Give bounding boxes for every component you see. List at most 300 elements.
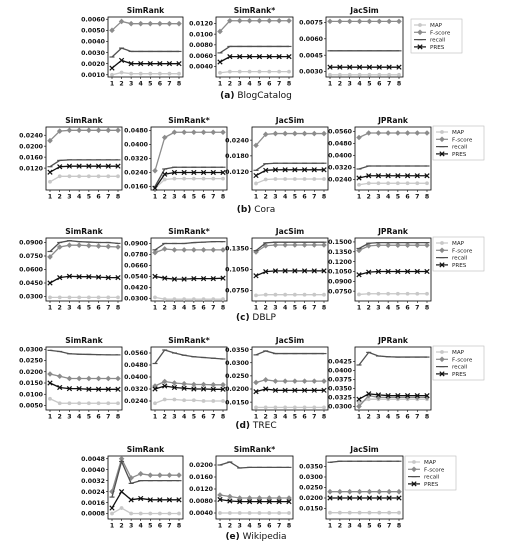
y-tick-label: 0.0420 bbox=[124, 284, 148, 292]
y-tick-label: 0.0300 bbox=[328, 403, 352, 411]
data-point bbox=[292, 242, 298, 248]
x-tick-label: 4 bbox=[357, 80, 362, 88]
data-point bbox=[254, 294, 258, 298]
x-tick-label: 6 bbox=[405, 193, 410, 201]
data-point bbox=[148, 72, 152, 76]
x-tick-label: 3 bbox=[237, 80, 242, 88]
data-point bbox=[105, 376, 111, 382]
y-tick-label: 0.0008 bbox=[81, 510, 105, 518]
x-tick-label: 8 bbox=[321, 304, 327, 312]
series-pres bbox=[254, 387, 326, 394]
x-tick-label: 3 bbox=[376, 193, 381, 201]
caption-name: TREC bbox=[250, 421, 277, 431]
x-tick-label: 4 bbox=[385, 413, 391, 421]
data-point bbox=[163, 398, 167, 402]
data-point bbox=[387, 511, 391, 515]
series-recall bbox=[254, 351, 327, 355]
data-point bbox=[191, 247, 197, 253]
data-point bbox=[182, 177, 186, 181]
x-tick-label: 1 bbox=[356, 193, 362, 201]
chart-title: SimRank* bbox=[168, 227, 210, 236]
y-tick-label: 0.0150 bbox=[299, 505, 323, 513]
x-tick-label: 7 bbox=[106, 304, 111, 312]
y-tick-label: 0.0100 bbox=[189, 31, 213, 39]
data-point bbox=[87, 401, 91, 405]
x-tick-label: 4 bbox=[247, 522, 252, 530]
x-tick-label: 3 bbox=[128, 80, 134, 88]
y-tick-label: 0.0350 bbox=[328, 385, 352, 393]
series-recall bbox=[153, 350, 226, 364]
data-point bbox=[115, 244, 121, 250]
data-point bbox=[201, 247, 207, 253]
x-tick-label: 7 bbox=[211, 304, 216, 312]
data-point bbox=[302, 378, 308, 384]
data-point bbox=[357, 293, 361, 297]
chart-panel bbox=[225, 116, 328, 201]
x-tick-label: 6 bbox=[302, 193, 307, 201]
data-point bbox=[192, 297, 196, 301]
y-tick-label: 0.0320 bbox=[124, 386, 148, 394]
x-tick-label: 7 bbox=[415, 413, 420, 421]
x-tick-label: 8 bbox=[220, 304, 226, 312]
x-tick-label: 4 bbox=[282, 413, 288, 421]
series-line bbox=[112, 48, 179, 57]
data-point bbox=[424, 242, 430, 248]
caption-letter: (d) bbox=[235, 421, 251, 431]
x-tick-label: 8 bbox=[220, 413, 226, 421]
subfigure-caption bbox=[236, 313, 277, 323]
data-point bbox=[386, 489, 392, 495]
x-tick-label: 7 bbox=[312, 413, 317, 421]
data-point bbox=[172, 129, 178, 135]
x-tick-label: 5 bbox=[395, 304, 401, 312]
x-tick-label: 4 bbox=[282, 304, 288, 312]
data-point bbox=[77, 401, 81, 405]
data-point bbox=[138, 21, 144, 27]
data-point bbox=[338, 511, 342, 515]
subfigure-caption bbox=[237, 205, 276, 215]
x-tick-label: 6 bbox=[405, 304, 410, 312]
data-point bbox=[182, 297, 186, 301]
data-point bbox=[221, 297, 225, 301]
data-point bbox=[116, 401, 120, 405]
data-point bbox=[376, 19, 382, 25]
legend-label: recall bbox=[452, 144, 468, 151]
data-point bbox=[405, 130, 411, 136]
x-tick-label: 7 bbox=[167, 522, 172, 530]
data-point bbox=[48, 170, 52, 174]
data-point bbox=[110, 66, 114, 70]
y-tick-label: 0.0480 bbox=[328, 140, 352, 148]
series-pres bbox=[48, 274, 120, 285]
chart-title: JacSim bbox=[275, 116, 305, 125]
x-tick-label: 6 bbox=[267, 522, 272, 530]
data-point bbox=[367, 489, 373, 495]
series-map bbox=[153, 398, 225, 406]
series-map bbox=[254, 177, 326, 185]
x-tick-label: 3 bbox=[172, 304, 177, 312]
x-tick-label: 1 bbox=[327, 80, 333, 88]
data-point bbox=[48, 180, 52, 184]
y-tick-label: 0.0180 bbox=[225, 153, 249, 161]
data-point bbox=[86, 127, 92, 133]
plot-frame bbox=[216, 456, 293, 519]
y-tick-label: 0.1050 bbox=[225, 266, 249, 274]
data-point bbox=[367, 19, 373, 25]
chart-title: SimRank bbox=[65, 336, 103, 345]
data-point bbox=[210, 247, 216, 253]
data-point bbox=[147, 21, 153, 27]
y-tick-label: 0.0560 bbox=[124, 350, 148, 358]
chart-title: JPRank bbox=[378, 336, 408, 345]
data-point bbox=[48, 397, 52, 401]
plot-frame bbox=[46, 127, 122, 190]
series-pres bbox=[328, 65, 401, 69]
series-map bbox=[254, 293, 326, 297]
legend-label: recall bbox=[452, 255, 468, 262]
x-tick-label: 4 bbox=[282, 193, 288, 201]
data-point bbox=[116, 296, 120, 300]
series-f-score bbox=[47, 371, 121, 381]
x-tick-label: 5 bbox=[395, 413, 401, 421]
series-map bbox=[218, 511, 291, 515]
y-tick-label: 0.0080 bbox=[189, 42, 213, 50]
series-line bbox=[155, 350, 223, 364]
x-tick-label: 2 bbox=[366, 413, 371, 421]
data-point bbox=[312, 293, 316, 297]
x-tick-label: 6 bbox=[157, 522, 163, 530]
chart-title: JacSim bbox=[350, 6, 379, 15]
x-tick-label: 2 bbox=[227, 80, 233, 88]
y-tick-label: 0.1350 bbox=[328, 248, 352, 256]
data-point bbox=[273, 378, 279, 384]
x-tick-label: 6 bbox=[377, 522, 382, 530]
x-tick-label: 2 bbox=[162, 304, 167, 312]
data-point bbox=[327, 489, 333, 495]
x-tick-label: 3 bbox=[273, 193, 278, 201]
data-point bbox=[293, 177, 297, 181]
data-point bbox=[377, 292, 381, 296]
data-point bbox=[266, 18, 272, 24]
data-point bbox=[415, 292, 419, 296]
y-tick-label: 0.0450 bbox=[19, 280, 43, 288]
data-point bbox=[173, 297, 177, 301]
series-map bbox=[357, 292, 429, 296]
legend-label: recall bbox=[430, 37, 446, 44]
x-tick-label: 8 bbox=[321, 193, 327, 201]
data-point bbox=[58, 401, 62, 405]
data-point bbox=[158, 72, 162, 76]
series-f-score bbox=[356, 130, 430, 140]
data-point bbox=[106, 174, 110, 178]
y-tick-label: 0.0300 bbox=[19, 293, 43, 301]
series-pres bbox=[48, 381, 120, 392]
data-point bbox=[191, 129, 197, 135]
y-tick-label: 0.0020 bbox=[81, 60, 105, 68]
legend-label: MAP bbox=[424, 460, 437, 466]
data-point bbox=[86, 243, 92, 249]
plot-frame bbox=[252, 347, 328, 410]
x-tick-label: 8 bbox=[176, 522, 182, 530]
data-point bbox=[116, 174, 120, 178]
chart-title: SimRank bbox=[126, 6, 165, 15]
y-tick-label: 0.0560 bbox=[328, 128, 352, 136]
series-recall bbox=[357, 166, 430, 169]
data-point bbox=[106, 401, 110, 405]
y-tick-label: 0.0050 bbox=[19, 402, 43, 410]
x-tick-label: 8 bbox=[321, 413, 327, 421]
x-tick-label: 2 bbox=[57, 193, 62, 201]
data-point bbox=[396, 292, 400, 296]
data-point bbox=[347, 19, 353, 25]
data-point bbox=[321, 131, 327, 137]
data-point bbox=[119, 489, 123, 493]
x-tick-label: 5 bbox=[191, 304, 197, 312]
chart-panel bbox=[225, 227, 328, 312]
data-point bbox=[115, 376, 121, 382]
data-point bbox=[57, 373, 63, 379]
y-tick-label: 0.0780 bbox=[124, 251, 148, 259]
x-tick-label: 8 bbox=[424, 193, 430, 201]
x-tick-label: 5 bbox=[86, 193, 92, 201]
x-tick-label: 7 bbox=[106, 413, 111, 421]
x-tick-label: 2 bbox=[263, 413, 268, 421]
data-point bbox=[263, 377, 269, 383]
subfigure-caption bbox=[235, 421, 276, 431]
data-point bbox=[148, 512, 152, 516]
data-point bbox=[274, 405, 278, 409]
y-tick-label: 0.0375 bbox=[328, 376, 352, 384]
y-tick-label: 0.0900 bbox=[328, 278, 352, 286]
y-tick-label: 0.0350 bbox=[225, 346, 249, 354]
x-tick-label: 6 bbox=[267, 80, 272, 88]
data-point bbox=[254, 173, 258, 177]
data-point bbox=[238, 70, 242, 74]
legend-label: MAP bbox=[452, 130, 465, 136]
y-tick-label: 0.0425 bbox=[328, 358, 352, 366]
data-point bbox=[386, 292, 390, 296]
chart-panel bbox=[19, 227, 122, 312]
data-point bbox=[406, 181, 410, 185]
data-point bbox=[228, 511, 232, 515]
series-line bbox=[359, 352, 427, 365]
y-tick-label: 0.0060 bbox=[189, 52, 213, 60]
data-point bbox=[191, 382, 197, 388]
x-tick-label: 8 bbox=[176, 80, 182, 88]
x-tick-label: 1 bbox=[152, 413, 158, 421]
x-tick-label: 2 bbox=[57, 413, 62, 421]
series-f-score bbox=[217, 18, 292, 34]
y-tick-label: 0.0320 bbox=[124, 155, 148, 163]
y-tick-label: 0.1500 bbox=[328, 239, 352, 247]
y-tick-label: 0.0400 bbox=[328, 152, 352, 160]
caption-letter: (e) bbox=[225, 532, 240, 542]
series-recall bbox=[110, 461, 182, 497]
series-map bbox=[48, 174, 120, 183]
series-map bbox=[110, 71, 181, 77]
data-point bbox=[277, 511, 281, 515]
data-point bbox=[152, 168, 158, 174]
chart-panel bbox=[328, 116, 431, 201]
chart-panel bbox=[189, 6, 293, 88]
data-point bbox=[163, 178, 167, 182]
data-point bbox=[292, 131, 298, 137]
plot-frame bbox=[326, 456, 403, 519]
series-map bbox=[48, 397, 120, 405]
data-point bbox=[177, 72, 181, 76]
legend-label: MAP bbox=[452, 241, 465, 247]
data-point bbox=[105, 244, 111, 250]
data-point bbox=[283, 177, 287, 181]
x-tick-label: 8 bbox=[115, 304, 121, 312]
data-point bbox=[396, 489, 402, 495]
y-tick-label: 0.0050 bbox=[81, 27, 105, 35]
data-point bbox=[167, 21, 173, 27]
series-line bbox=[220, 46, 289, 52]
series-f-score bbox=[109, 19, 182, 33]
legend-label: PRES bbox=[430, 44, 445, 51]
series-pres bbox=[254, 269, 326, 278]
x-tick-label: 6 bbox=[302, 413, 307, 421]
data-point bbox=[139, 72, 143, 76]
x-tick-label: 1 bbox=[327, 522, 333, 530]
data-point bbox=[405, 242, 411, 248]
data-point bbox=[406, 292, 410, 296]
y-tick-label: 0.0120 bbox=[19, 165, 43, 173]
x-tick-label: 6 bbox=[201, 413, 206, 421]
series-pres bbox=[328, 496, 401, 500]
y-tick-label: 0.0040 bbox=[189, 510, 213, 518]
y-tick-label: 0.0480 bbox=[124, 127, 148, 135]
data-point bbox=[168, 512, 172, 516]
x-tick-label: 3 bbox=[67, 304, 72, 312]
data-point bbox=[322, 177, 326, 181]
y-tick-label: 0.1200 bbox=[328, 258, 352, 266]
data-point bbox=[376, 130, 382, 136]
data-point bbox=[348, 73, 352, 77]
x-tick-label: 4 bbox=[138, 80, 143, 88]
data-point bbox=[414, 130, 420, 136]
x-tick-label: 7 bbox=[386, 80, 392, 88]
series-map bbox=[110, 506, 181, 515]
x-tick-label: 5 bbox=[191, 413, 197, 421]
y-tick-label: 0.0250 bbox=[225, 373, 249, 381]
x-tick-label: 6 bbox=[302, 304, 307, 312]
data-point bbox=[376, 489, 382, 495]
data-point bbox=[264, 178, 268, 182]
data-point bbox=[377, 511, 381, 515]
y-tick-label: 0.0120 bbox=[189, 486, 213, 494]
y-tick-label: 0.0030 bbox=[299, 68, 323, 76]
data-point bbox=[377, 73, 381, 77]
x-tick-label: 3 bbox=[237, 522, 242, 530]
x-tick-label: 7 bbox=[312, 304, 317, 312]
data-point bbox=[201, 382, 207, 388]
x-tick-label: 6 bbox=[201, 193, 206, 201]
chart-title: JacSim bbox=[275, 227, 305, 236]
data-point bbox=[258, 70, 262, 74]
y-tick-label: 0.0400 bbox=[328, 367, 352, 375]
data-point bbox=[303, 177, 307, 181]
x-tick-label: 1 bbox=[152, 304, 158, 312]
data-point bbox=[273, 242, 279, 248]
data-point bbox=[303, 405, 307, 409]
data-point bbox=[128, 21, 134, 27]
x-tick-label: 3 bbox=[347, 522, 352, 530]
y-tick-label: 0.0200 bbox=[299, 495, 323, 503]
y-tick-label: 0.0400 bbox=[124, 374, 148, 382]
x-tick-label: 5 bbox=[148, 522, 153, 530]
data-point bbox=[358, 511, 362, 515]
series-f-score bbox=[327, 489, 402, 495]
x-tick-label: 2 bbox=[366, 193, 371, 201]
legend-label: F-score bbox=[452, 248, 473, 255]
y-tick-label: 0.0150 bbox=[225, 399, 249, 407]
legend-label: F-score bbox=[452, 137, 473, 144]
x-tick-label: 1 bbox=[47, 193, 53, 201]
legend-label: recall bbox=[424, 474, 440, 481]
data-point bbox=[277, 70, 281, 74]
series-map bbox=[218, 70, 291, 75]
y-tick-label: 0.0040 bbox=[81, 38, 105, 46]
series-map bbox=[48, 296, 120, 300]
data-point bbox=[293, 405, 297, 409]
data-point bbox=[211, 297, 215, 301]
y-tick-label: 0.0010 bbox=[81, 71, 105, 79]
data-point bbox=[347, 489, 353, 495]
x-tick-label: 4 bbox=[385, 193, 391, 201]
data-point bbox=[257, 18, 263, 24]
x-tick-label: 8 bbox=[424, 413, 430, 421]
data-point bbox=[67, 376, 73, 382]
x-tick-label: 8 bbox=[115, 193, 121, 201]
x-tick-label: 2 bbox=[162, 193, 167, 201]
y-tick-label: 0.0016 bbox=[81, 499, 105, 507]
x-tick-label: 4 bbox=[181, 193, 187, 201]
data-point bbox=[158, 512, 162, 516]
series-recall bbox=[218, 46, 292, 52]
y-tick-label: 0.0250 bbox=[19, 357, 43, 365]
x-tick-label: 7 bbox=[386, 522, 392, 530]
x-tick-label: 6 bbox=[96, 413, 101, 421]
chart-panel bbox=[189, 445, 293, 530]
data-point bbox=[120, 506, 124, 510]
series-pres bbox=[48, 164, 120, 174]
data-point bbox=[414, 242, 420, 248]
data-point bbox=[247, 18, 253, 24]
series-f-score bbox=[47, 127, 121, 143]
series-recall bbox=[48, 350, 121, 355]
data-point bbox=[48, 296, 52, 300]
data-point bbox=[96, 243, 102, 249]
data-point bbox=[303, 293, 307, 297]
data-point bbox=[322, 405, 326, 409]
chart-title: SimRank* bbox=[168, 116, 210, 125]
legend bbox=[411, 19, 462, 53]
x-tick-label: 6 bbox=[377, 80, 382, 88]
x-tick-label: 7 bbox=[106, 193, 111, 201]
data-point bbox=[218, 71, 222, 75]
data-point bbox=[425, 181, 429, 185]
data-point bbox=[358, 73, 362, 77]
x-tick-label: 4 bbox=[76, 304, 82, 312]
series-map bbox=[153, 177, 225, 190]
data-point bbox=[177, 512, 181, 516]
data-point bbox=[218, 511, 222, 515]
series-pres bbox=[357, 174, 429, 181]
data-point bbox=[211, 177, 215, 181]
x-tick-label: 5 bbox=[257, 80, 262, 88]
